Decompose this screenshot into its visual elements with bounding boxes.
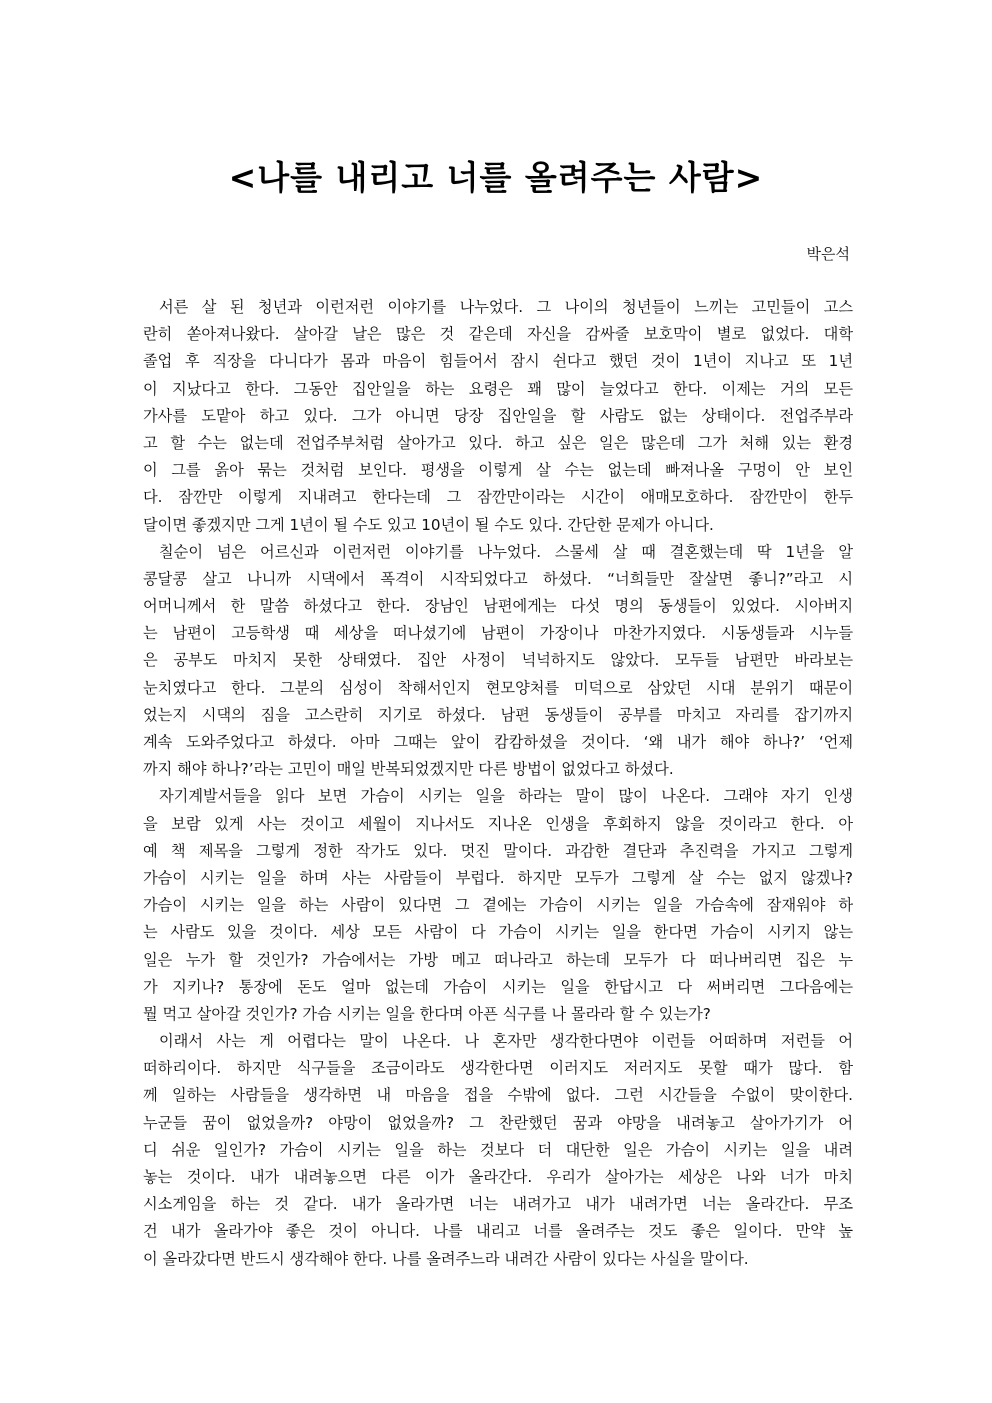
text-line: 눈치였다고 한다. 그분의 심성이 착해서인지 현모양처를 미덕으로 삼았던 시대 분위기 때문이 xyxy=(143,678,853,697)
text-line: 예 책 제목을 그렇게 정한 작가도 있다. 멋진 말이다. 과감한 결단과 추진력을 가지고 그렇게 xyxy=(143,841,853,860)
text-line: 이 올라갔다면 반드시 생각해야 한다. 나를 올려주느라 내려간 사람이 있다는 사실을 말이다. xyxy=(143,1249,749,1268)
author-name: 박은석 xyxy=(806,245,850,263)
text-line: 가 지키나? 통장에 돈도 얼마 없는데 가슴이 시키는 일을 한답시고 다 써버리면 그다음에는 xyxy=(143,977,853,996)
text-line: 서른 살 된 청년과 이런저런 이야기를 나누었다. 그 나이의 청년들이 느끼는 고민들이 고스 xyxy=(159,298,853,316)
document-body xyxy=(143,294,853,1273)
text-line: 놓는 것이다. 내가 내려놓으면 다른 이가 올라간다. 우리가 살아가는 세상은 나와 너가 마치 xyxy=(143,1168,853,1186)
text-line: 이 그를 옭아 묶는 것처럼 보인다. 평생을 이렇게 살 수는 없는데 빠져나올 구멍이 안 보인 xyxy=(143,461,853,480)
text-line: 어머니께서 한 말씀 하셨다고 한다. 장남인 남편에게는 다섯 명의 동생들이 있었다. 시아버지 xyxy=(143,597,853,616)
text-line: 떠하리이다. 하지만 식구들을 조금이라도 생각한다면 이러지도 저러지도 못할 때가 많다. 함 xyxy=(143,1059,853,1078)
text-line: 자기계발서들을 읽다 보면 가슴이 시키는 일을 하라는 말이 많이 나온다. 그래야 자기 인생 xyxy=(159,787,853,806)
text-line: 께 일하는 사람들을 생각하면 내 마음을 접을 수밖에 없다. 그런 시간들을 수없이 맞이한다. xyxy=(143,1086,853,1105)
text-line: 가슴이 시키는 일을 하며 사는 사람들이 부럽다. 하지만 모두가 그렇게 살 수는 없지 않겠나? xyxy=(143,868,853,887)
text-line: 은 공부도 마치지 못한 상태였다. 집안 사정이 넉넉하지도 않았다. 모두들 남편만 바라보는 xyxy=(143,651,853,670)
text-line: 을 보람 있게 사는 것이고 세월이 지나서도 지나온 인생을 후회하지 않을 것이라고 한다. 아 xyxy=(143,814,853,833)
text-line: 다. 잠깐만 이렇게 지내려고 한다는데 그 잠깐만이라는 시간이 애매모호하다. 잠깐만이 한두 xyxy=(143,488,853,507)
document-title: <나를 내리고 너를 올려주는 사람> xyxy=(228,158,764,197)
text-line: 일은 누가 할 것인가? 가슴에서는 가방 메고 떠나라고 하는데 모두가 다 떠나버리면 집은 누 xyxy=(143,950,853,969)
text-line: 누군들 꿈이 없었을까? 야망이 없었을까? 그 찬란했던 꿈과 야망을 내려놓고 살아가기가 어 xyxy=(143,1113,853,1132)
text-line: 졸업 후 직장을 다니다가 몸과 마음이 힘들어서 잠시 쉰다고 했던 것이 1년이 지나고 또 1년 xyxy=(143,352,853,371)
text-line: 콩달콩 살고 나니까 시댁에서 폭격이 시작되었다고 하셨다. “너희들만 잘살면 좋니?”라고 시 xyxy=(143,569,853,588)
text-line: 뭘 먹고 살아갈 것인가? 가슴 시키는 일을 한다며 아픈 식구를 나 몰라라 할 수 있는가? xyxy=(143,1004,711,1023)
text-line: 계속 도와주었다고 하셨다. 아마 그때는 앞이 캄캄하셨을 것이다. ‘왜 내가 해야 하나?’ ‘언제 xyxy=(143,733,853,751)
text-line: 시소게임을 하는 것 같다. 내가 올라가면 너는 내려가고 내가 내려가면 너는 올라간다. 무조 xyxy=(143,1195,853,1214)
text-line: 달이면 좋겠지만 그게 1년이 될 수도 있고 10년이 될 수도 있다. 간단한 문제가 아니다. xyxy=(143,515,714,534)
text-line: 가사를 도맡아 하고 있다. 그가 아니면 당장 집안일을 할 사람도 없는 상태이다. 전업주부라 xyxy=(143,406,853,425)
text-line: 가슴이 시키는 일을 하는 사람이 있다면 그 곁에는 가슴이 시키는 일을 가슴속에 잠재워야 하 xyxy=(143,896,853,915)
text-line: 는 사람도 있을 것이다. 세상 모든 사람이 다 가슴이 시키는 일을 한다면 가슴이 시키지 않는 xyxy=(143,923,853,942)
text-line: 란히 쏟아져나왔다. 살아갈 날은 많은 것 같은데 자신을 감싸줄 보호막이 별로 없었다. 대학 xyxy=(143,325,853,344)
text-line: 이래서 사는 게 어렵다는 말이 나온다. 나 혼자만 생각한다면야 이런들 어떠하며 저런들 어 xyxy=(159,1032,853,1051)
text-line: 는 남편이 고등학생 때 세상을 떠나셨기에 남편이 가장이나 마찬가지였다. 시동생들과 시누들 xyxy=(143,624,853,643)
text-line: 까지 해야 하나?’라는 고민이 매일 반복되었겠지만 다른 방법이 없었다고 하셨다. xyxy=(143,760,674,779)
text-line: 이 지났다고 한다. 그동안 집안일을 하는 요령은 꽤 많이 늘었다고 한다. 이제는 거의 모든 xyxy=(143,379,853,398)
text-line: 고 할 수는 없는데 전업주부처럼 살아가고 있다. 하고 싶은 일은 많은데 그가 처해 있는 환경 xyxy=(143,433,853,452)
text-line: 칠순이 넘은 어르신과 이런저런 이야기를 나누었다. 스물세 살 때 결혼했는데 딱 1년을 알 xyxy=(159,542,853,561)
text-line: 었는지 시댁의 짐을 고스란히 지기로 하셨다. 남편 동생들이 공부를 마치고 자리를 잡기까지 xyxy=(143,705,853,724)
text-line: 디 쉬운 일인가? 가슴이 시키는 일을 하는 것보다 더 대단한 일은 가슴이 시키는 일을 내려 xyxy=(143,1140,853,1159)
text-line: 건 내가 올라가야 좋은 것이 아니다. 나를 내리고 너를 올려주는 것도 좋은 일이다. 만약 높 xyxy=(143,1222,853,1241)
